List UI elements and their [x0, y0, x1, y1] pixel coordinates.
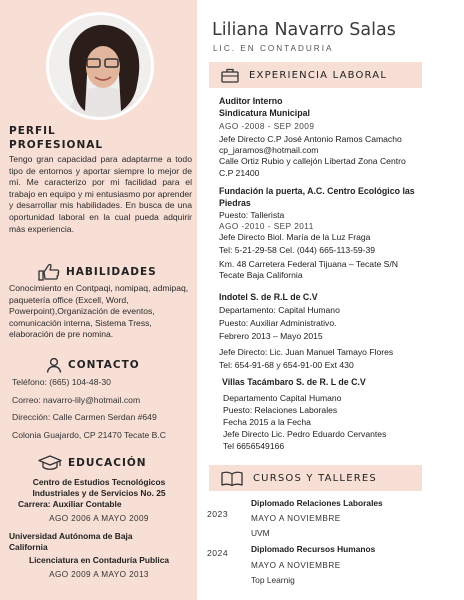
- job-line: Puesto: Auxiliar Administrativo.: [219, 317, 337, 328]
- job-position: Puesto: Tallerista: [219, 210, 285, 220]
- candidate-name: Liliana Navarro Salas: [212, 20, 396, 40]
- habilidades-text: Conocimiento en Contpaqi, nomipaq, admipaq, paquetería office (Excell, Word, Powerpoint),Organización de eventos, comunicación interna, Sistema Tress, elaboración de pre nomina.: [9, 283, 189, 340]
- habilidades-title: HABILIDADES: [66, 266, 157, 278]
- graduation-cap-icon: [38, 455, 62, 471]
- job-date: AGO -2008 - SEP 2009: [219, 122, 315, 131]
- job-line: Puesto: Relaciones Laborales: [223, 404, 338, 415]
- briefcase-icon: [221, 68, 239, 83]
- contact-colonia: Colonia Guajardo, CP 21470 Tecate B.C: [12, 429, 166, 440]
- edu-line: California: [9, 542, 48, 552]
- candidate-title: LIC. EN CONTADURIA: [213, 44, 334, 53]
- contacto-header: [46, 357, 140, 373]
- perfil-title-line2: PROFESIONAL: [9, 139, 104, 151]
- job-date: AGO -2010 - SEP 2011: [219, 222, 314, 232]
- job-line: Calle Ortiz Rubio y callejón Libertad Zona Centro: [219, 156, 406, 167]
- profile-photo: [46, 12, 154, 120]
- job-line: Tel: 654-91-68 y 654-91-00 Ext 430: [219, 360, 354, 371]
- course-title: Diplomado Relaciones Laborales: [251, 498, 383, 508]
- course-date: MAYO A NOVIEMBRE: [251, 561, 341, 570]
- job-line: Tel 6656549166: [223, 441, 285, 452]
- job-entry: [219, 96, 464, 179]
- main-content: [197, 0, 464, 600]
- habilidades-header: [38, 263, 157, 281]
- experiencia-header: [209, 62, 422, 88]
- job-position: Auditor Interno: [219, 96, 283, 106]
- course-title: Diplomado Recursos Humanos: [251, 544, 376, 554]
- job-line: Departamento Capital Humano: [223, 392, 342, 403]
- edu-line: Industriales y de Servicios No. 25: [32, 488, 166, 498]
- open-book-icon: [221, 471, 243, 486]
- perfil-title-line1: PERFIL: [9, 125, 56, 137]
- sidebar: [0, 0, 197, 600]
- job-line: Jefe Directo C.P José Antonio Ramos Camacho: [219, 134, 402, 144]
- job-company: Sindicatura Municipal: [219, 107, 310, 118]
- edu-line: Carrera: Auxiliar Contable: [18, 499, 122, 509]
- job-line: cp_jaramos@hotmail.com: [219, 145, 319, 156]
- job-company: Villas Tacámbaro S. de R. L de C.V: [222, 377, 366, 387]
- job-line: Jefe Directo Lic. Pedro Eduardo Cervantes: [223, 429, 387, 440]
- job-line: Febrero 2013 – Mayo 2015: [219, 330, 323, 341]
- course-year: 2023: [207, 509, 229, 519]
- contacto-title: CONTACTO: [68, 359, 140, 371]
- job-line: Tel: 5-21-29-58 Cel. (044) 665-113-59-39: [219, 245, 376, 256]
- course-date: MAYO A NOVIEMBRE: [251, 514, 341, 523]
- job-line: C.P 21400: [219, 167, 260, 178]
- edu-line: Universidad Autónoma de Baja: [9, 531, 133, 541]
- job-company: Fundación la puerta, A.C. Centro Ecológico las: [219, 186, 415, 196]
- course-year: 2024: [207, 548, 229, 558]
- job-entry: [222, 377, 464, 453]
- contacto-list: [12, 377, 194, 447]
- educacion-header: [38, 455, 147, 471]
- edu-date: AGO 2006 A MAYO 2009: [49, 514, 149, 523]
- job-entry: [219, 292, 464, 372]
- job-line: Fecha 2015 a la Fecha: [223, 416, 311, 427]
- job-line: Jefe Directo Biol. María de la Luz Fraga: [219, 232, 371, 243]
- contact-email: Correo: navarro-lily@hotmail.com: [12, 394, 141, 405]
- educacion-title: EDUCACIÓN: [68, 457, 147, 469]
- job-line: Departamento: Capital Humano: [219, 304, 340, 315]
- course-org: Top Learnig: [251, 575, 295, 585]
- job-line: Km. 48 Carretera Federal Tijuana – Tecate S/N: [219, 258, 398, 269]
- contact-address: Dirección: Calle Carmen Serdan #649: [12, 412, 157, 422]
- perfil-text: Tengo gran capacidad para adaptarme a todo tipo de entornos y aportar siempre lo mejor de mí. Me caracterizo por mi facilidad para el trabajo en equipo y mi entusiasmo por aprender y desarrollar mis habilidades. En busca de una oportunidad laboral en la cual pueda adquirir más experiencia.: [9, 154, 192, 234]
- cursos-title: CURSOS Y TALLERES: [253, 472, 377, 484]
- contact-phone: Teléfono: (665) 104-48-30: [12, 377, 111, 387]
- perfil-title: [9, 124, 103, 152]
- job-company: Piedras: [219, 197, 251, 208]
- job-entry: [219, 186, 464, 281]
- job-line: Jefe Directo: Lic. Juan Manuel Tamayo Flores: [219, 347, 394, 358]
- person-icon: [46, 357, 62, 373]
- thumbs-up-icon: [38, 263, 60, 281]
- cursos-header: [209, 465, 422, 491]
- edu-line: Licenciatura en Contaduría Publica: [28, 555, 170, 565]
- job-company: Indotel S. de R.L de C.V: [219, 292, 318, 302]
- experiencia-title: EXPERIENCIA LABORAL: [249, 69, 388, 81]
- edu-line: Centro de Estudios Tecnológicos: [32, 477, 166, 487]
- edu-date: AGO 2009 A MAYO 2013: [49, 570, 149, 579]
- edu-item: [9, 531, 189, 579]
- course-org: UVM: [251, 528, 270, 538]
- edu-item: [9, 477, 189, 523]
- job-line: Tecate Baja California: [219, 269, 303, 280]
